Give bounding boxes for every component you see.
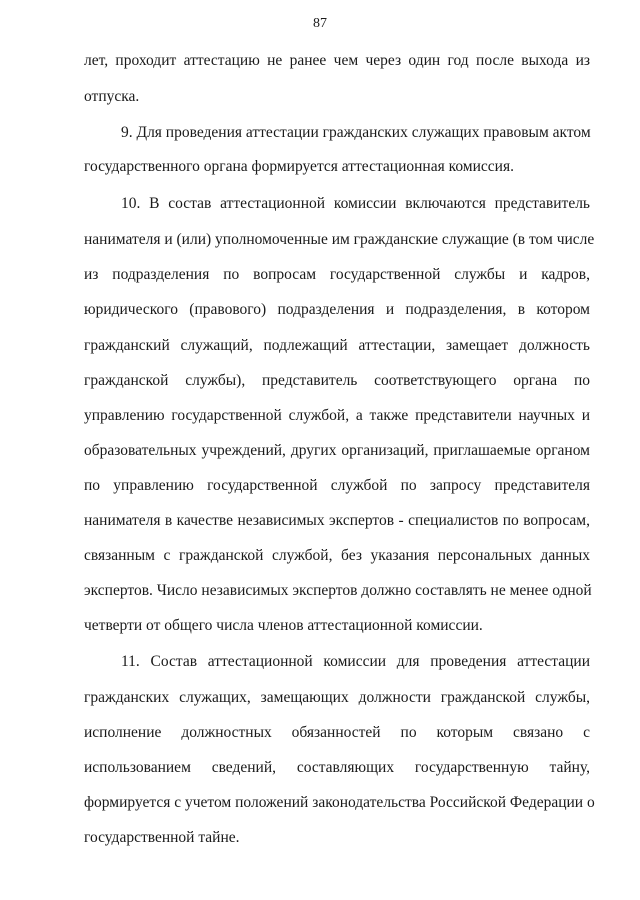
text-line: нанимателя и (или) уполномоченные им гражданские служащие (в том числе [84, 231, 595, 248]
text-line: управлению государственной службой, а также представители научных и [84, 407, 590, 424]
text-line: формируется с учетом положений законодательства Российской Федерации о [84, 794, 595, 811]
paragraph-11-first-line: 11. Состав аттестационной комиссии для проведения аттестации [121, 653, 590, 670]
text-line: юридического (правового) подразделения и подразделения, в котором [84, 301, 590, 318]
text-line: гражданских служащих, замещающих должности гражданской службы, [84, 689, 590, 706]
text-line: лет, проходит аттестацию не ранее чем через один год после выхода из [84, 52, 590, 69]
text-line: экспертов. Число независимых экспертов должно составлять не менее одной [84, 582, 592, 599]
text-line: четверти от общего числа членов аттестационной комиссии. [84, 617, 483, 634]
text-line: связанным с гражданской службой, без указания персональных данных [84, 547, 590, 564]
page-number: 87 [313, 16, 327, 31]
text-line: государственного органа формируется аттестационная комиссия. [84, 158, 514, 175]
text-line: гражданский служащий, подлежащий аттестации, замещает должность [84, 337, 590, 354]
text-line: гражданской службы), представитель соответствующего органа по [84, 372, 590, 389]
paragraph-9-first-line: 9. Для проведения аттестации гражданских служащих правовым актом [121, 124, 591, 141]
text-line: использованием сведений, составляющих государственную тайну, [84, 759, 590, 776]
text-line: государственной тайне. [84, 829, 240, 846]
text-line: нанимателя в качестве независимых экспертов - специалистов по вопросам, [84, 512, 590, 529]
text-line: из подразделения по вопросам государственной службы и кадров, [84, 266, 590, 283]
paragraph-10-first-line: 10. В состав аттестационной комиссии включаются представитель [121, 195, 590, 212]
text-line: по управлению государственной службой по запросу представителя [84, 477, 590, 494]
text-line: исполнение должностных обязанностей по которым связано с [84, 724, 590, 741]
text-line: отпуска. [84, 88, 140, 105]
text-line: образовательных учреждений, других организаций, приглашаемые органом [84, 442, 590, 459]
